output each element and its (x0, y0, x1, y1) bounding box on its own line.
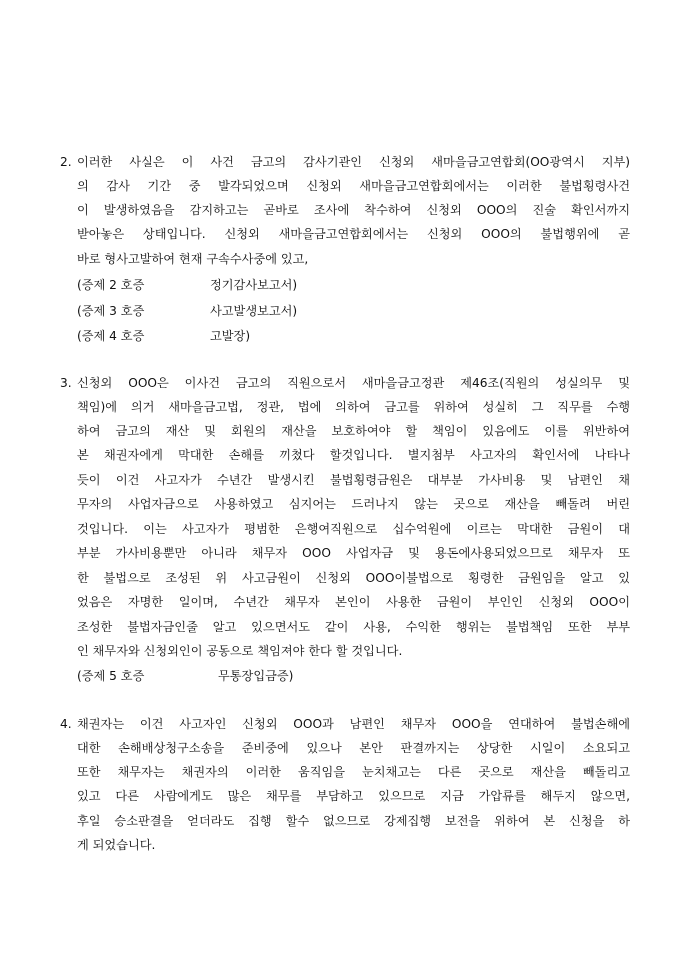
paragraph-line: 인 채무자와 신청외인이 공동으로 책임져야 한다 할 것입니다. (77, 644, 403, 658)
paragraph-line: 무자의 사업자금으로 사용하였고 심지어는 드러나지 않는 곳으로 재산을 빼돌려 버린 (77, 497, 630, 511)
paragraph-line: 본 채권자에게 막대한 손해를 끼쳤다 할것입니다. 별지첨부 사고자의 확인서에 나타나 (77, 448, 630, 462)
section-number: 4. (60, 717, 72, 731)
paragraph-line: 후일 승소판결을 얻더라도 집행 할수 없으므로 강제집행 보전을 위하여 본 신청을 하 (77, 814, 630, 828)
paragraph-line: 책임)에 의거 새마을금고법, 정관, 법에 의하여 금고를 위하여 성실히 그 직무를 수행 (77, 400, 630, 414)
paragraph-line: 바로 형사고발하여 현재 구속수사중에 있고, (77, 252, 309, 266)
evidence-title: 정기감사보고서) (210, 278, 298, 292)
paragraph-line: 었음은 자명한 일이며, 수년간 채무자 본인이 사용한 금원이 부인인 신청외 OOO이 (77, 595, 630, 609)
paragraph-line: 신청외 OOO은 이사건 금고의 직원으로서 새마을금고정관 제46조(직원의 성실의무 및 (77, 376, 630, 390)
evidence-title: 무통장입금증) (218, 669, 294, 683)
paragraph-line: 듯이 이건 사고자가 수년간 발생시킨 불법횡령금원은 대부분 가사비용 및 남편인 채 (77, 473, 630, 487)
paragraph-line: 있고 다른 사람에게도 많은 채무를 부담하고 있으므로 지금 가압류를 해두지 않으면, (77, 789, 630, 803)
evidence-label: (증제 4 호증 (77, 329, 145, 343)
paragraph-line: 조성한 불법자금인줄 알고 있으면서도 같이 사용, 수익한 행위는 불법책임 또한 부부 (77, 620, 630, 634)
paragraph-line: 게 되었습니다. (77, 838, 156, 852)
evidence-label: (증제 5 호증 (77, 669, 145, 683)
evidence-label: (증제 2 호증 (77, 278, 145, 292)
paragraph-line: 또한 채무자는 채권자의 이러한 움직임을 눈치채고는 다른 곳으로 재산을 빼돌리고 (77, 765, 630, 779)
paragraph-line: 받아놓은 상태입니다. 신청외 새마을금고연합회에서는 신청외 OOO의 불법행위에 곧 (77, 227, 630, 241)
evidence-title: 사고발생보고서) (210, 304, 298, 318)
paragraph-line: 채권자는 이건 사고자인 신청외 OOO과 남편인 채무자 OOO을 연대하여 불법손해에 (77, 717, 630, 731)
paragraph-line: 의 감사 기간 중 발각되었으며 신청외 새마을금고연합회에서는 이러한 불법횡령사건 (77, 179, 630, 193)
paragraph-line: 이 발생하였음을 감지하고는 곧바로 조사에 착수하여 신청외 OOO의 진술 확인서까지 (77, 203, 630, 217)
paragraph-line: 것입니다. 이는 사고자가 평범한 은행여직원으로 십수억원에 이르는 막대한 금원이 대 (77, 522, 630, 536)
paragraph-line: 한 불법으로 조성된 위 사고금원이 신청외 OOO이불법으로 횡령한 금원임을 알고 있 (77, 571, 630, 585)
evidence-label: (증제 3 호증 (77, 304, 145, 318)
section-number: 3. (60, 376, 72, 390)
paragraph-line: 대한 손해배상청구소송을 준비중에 있으나 본안 판결까지는 상당한 시일이 소요되고 (77, 741, 630, 755)
paragraph-line: 이러한 사실은 이 사건 금고의 감사기관인 신청외 새마을금고연합회(OO광역시 지부) (77, 155, 630, 169)
paragraph-line: 하여 금고의 재산 및 회원의 재산을 보호하여야 할 책임이 있음에도 이를 위반하여 (77, 424, 630, 438)
section-number: 2. (60, 155, 72, 169)
paragraph-line: 부분 가사비용뿐만 아니라 채무자 OOO 사업자금 및 용돈에사용되었으므로 채무자 또 (77, 546, 630, 560)
evidence-title: 고발장) (210, 329, 251, 343)
